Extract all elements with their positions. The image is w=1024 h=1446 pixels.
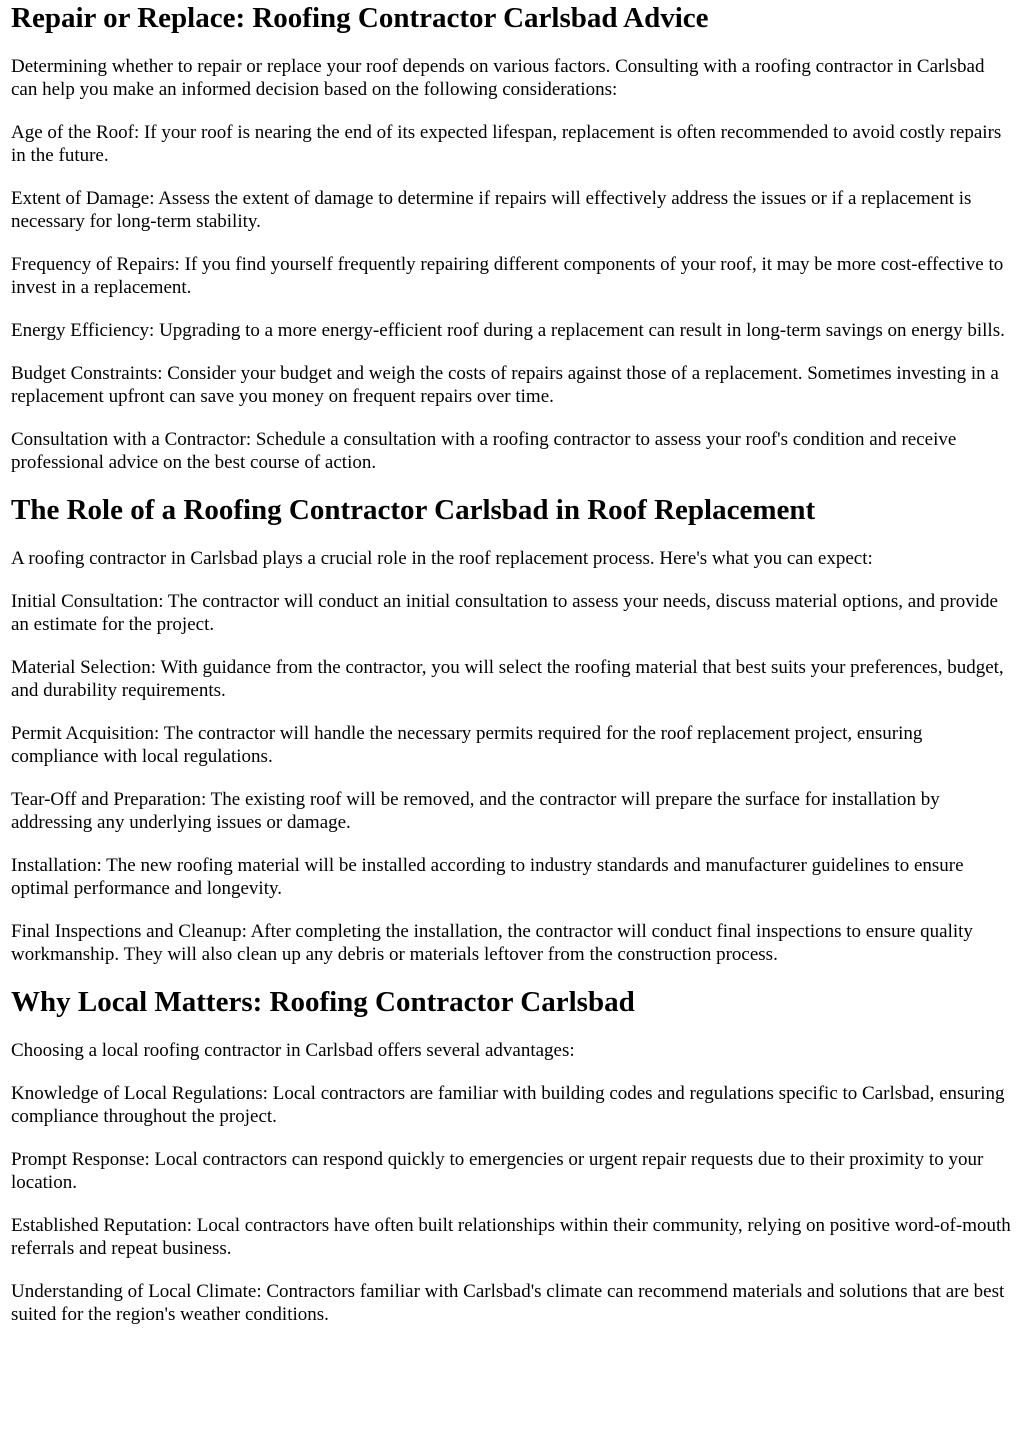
- paragraph: Permit Acquisition: The contractor will handle the necessary permits required for the roof replacement project, ensuring compliance with local regulations.: [11, 723, 923, 767]
- paragraph: Choosing a local roofing contractor in Carlsbad offers several advantages:: [11, 1040, 575, 1061]
- paragraph: Energy Efficiency: Upgrading to a more energy-efficient roof during a replacement can result in long-term savings on energy bills.: [11, 320, 1005, 341]
- paragraph: Understanding of Local Climate: Contractors familiar with Carlsbad's climate can recommend materials and solutions that are best suited for the region's weather conditions.: [11, 1281, 1005, 1325]
- paragraph: Established Reputation: Local contractors have often built relationships within their community, relying on positive word-of-mouth referrals and repeat business.: [11, 1215, 1011, 1259]
- paragraph: Installation: The new roofing material will be installed according to industry standards and manufacturer guidelines to ensure optimal performance and longevity.: [11, 855, 964, 899]
- paragraph: A roofing contractor in Carlsbad plays a crucial role in the roof replacement process. Here's what you can expect:: [11, 548, 873, 569]
- paragraph: Material Selection: With guidance from the contractor, you will select the roofing material that best suits your preferences, budget, and durability requirements.: [11, 657, 1004, 701]
- section-title: Repair or Replace: Roofing Contractor Carlsbad Advice: [11, 2, 709, 34]
- paragraph: Initial Consultation: The contractor will conduct an initial consultation to assess your needs, discuss material options, and provide an estimate for the project.: [11, 591, 998, 635]
- section-why-local-matters: [11, 986, 1013, 1326]
- paragraph: Final Inspections and Cleanup: After completing the installation, the contractor will conduct final inspections to ensure quality workmanship. They will also clean up any debris or materials leftover from the construction process.: [11, 921, 973, 965]
- paragraph: Tear-Off and Preparation: The existing roof will be removed, and the contractor will prepare the surface for installation by addressing any underlying issues or damage.: [11, 789, 940, 833]
- paragraph: Extent of Damage: Assess the extent of damage to determine if repairs will effectively address the issues or if a replacement is necessary for long-term stability.: [11, 188, 972, 232]
- section-title: The Role of a Roofing Contractor Carlsbad in Roof Replacement: [11, 494, 816, 526]
- section-role-of-contractor: [11, 494, 1013, 966]
- paragraph: Consultation with a Contractor: Schedule a consultation with a roofing contractor to assess your roof's condition and receive professional advice on the best course of action.: [11, 429, 957, 473]
- paragraph: Determining whether to repair or replace your roof depends on various factors. Consulting with a roofing contractor in Carlsbad can help you make an informed decision based on the following considerations:: [11, 56, 985, 100]
- paragraph: Budget Constraints: Consider your budget and weigh the costs of repairs against those of a replacement. Sometimes investing in a replacement upfront can save you money on frequent repairs over time.: [11, 363, 999, 407]
- section-title: Why Local Matters: Roofing Contractor Carlsbad: [11, 986, 635, 1018]
- paragraph: Prompt Response: Local contractors can respond quickly to emergencies or urgent repair requests due to their proximity to your location.: [11, 1149, 984, 1193]
- paragraph: Age of the Roof: If your roof is nearing the end of its expected lifespan, replacement is often recommended to avoid costly repairs in the future.: [11, 122, 1002, 166]
- paragraph: Frequency of Repairs: If you find yourself frequently repairing different components of your roof, it may be more cost-effective to invest in a replacement.: [11, 254, 1004, 298]
- paragraph: Knowledge of Local Regulations: Local contractors are familiar with building codes and regulations specific to Carlsbad, ensuring compliance throughout the project.: [11, 1083, 1005, 1127]
- section-repair-or-replace: [11, 0, 1013, 474]
